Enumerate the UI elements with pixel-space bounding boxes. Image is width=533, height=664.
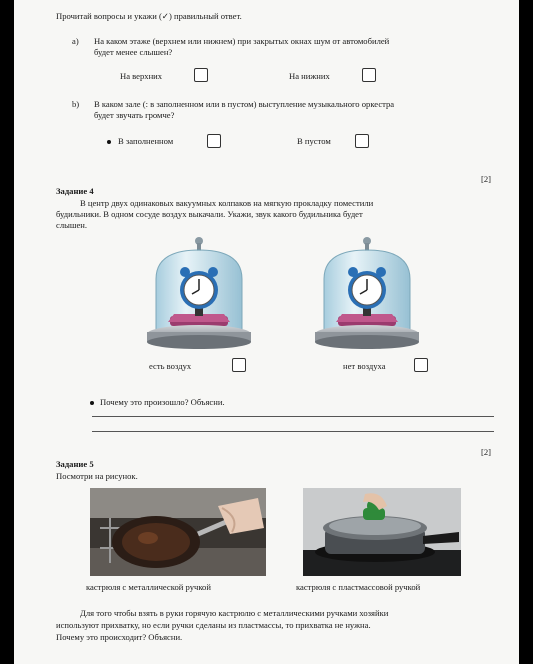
option-full-hall-checkbox[interactable] <box>207 134 221 148</box>
task5-title: Задание 5 <box>56 459 94 469</box>
without-air-label: нет воздуха <box>343 361 386 371</box>
marks-label: [2] <box>481 174 492 184</box>
option-empty-hall-checkbox[interactable] <box>355 134 369 148</box>
question-a-line1: На каком этаже (верхнем или нижнем) при закрытых окнах шум от автомобилей <box>94 36 390 46</box>
question-b-label: b) <box>72 99 80 109</box>
bullet-icon <box>107 140 111 144</box>
instruction-text: Прочитай вопросы и укажи (✓) правильный ответ. <box>56 11 242 21</box>
option-upper-floors-checkbox[interactable] <box>194 68 208 82</box>
question-a-label: a) <box>72 36 79 46</box>
task4-question: Почему это произошло? Объясни. <box>100 397 225 407</box>
task4-line3: слышен. <box>56 220 88 230</box>
answer-line-2[interactable] <box>92 431 494 432</box>
option-empty-hall-label: В пустом <box>297 136 331 146</box>
pot-metal-handle-photo <box>90 488 266 576</box>
caption-plastic-handle: кастрюля с пластмассовой ручкой <box>296 582 421 592</box>
worksheet-page <box>14 0 519 664</box>
bell-jar-without-air-illustration <box>310 234 424 352</box>
task5-para-line3: Почему это происходит? Объясни. <box>56 632 183 642</box>
option-lower-floors-checkbox[interactable] <box>362 68 376 82</box>
with-air-label: есть воздух <box>149 361 192 371</box>
pot-plastic-handle-photo <box>303 488 461 576</box>
task4-line1: В центр двух одинаковых вакуумных колпаков на мягкую прокладку поместили <box>80 198 374 208</box>
task4-line2: будильники. В одном сосуде воздух выкачали. Укажи, звук какого будильника будет <box>56 209 363 219</box>
task5-subtitle: Посмотри на рисунок. <box>56 471 138 481</box>
bullet-icon <box>90 401 94 405</box>
marks-label: [2] <box>481 447 492 457</box>
question-b-line2: будет звучать громче? <box>94 110 175 120</box>
option-full-hall-label: В заполненном <box>118 136 174 146</box>
answer-line-1[interactable] <box>92 416 494 417</box>
caption-metal-handle: кастрюля с металлической ручкой <box>86 582 211 592</box>
with-air-checkbox[interactable] <box>232 358 246 372</box>
option-upper-floors-label: На верхних <box>120 71 163 81</box>
task5-para-line2: используют прихватку, но если ручки сделаны из пластмассы, то прихватка не нужна. <box>56 620 371 630</box>
task5-para-line1: Для того чтобы взять в руки горячую кастрюлю с металлическими ручками хозяйки <box>80 608 389 618</box>
question-b-line1: В каком зале (: в заполненном или в пустом) выступление музыкального оркестра <box>94 99 395 109</box>
question-a-line2: будет менее слышен? <box>94 47 173 57</box>
without-air-checkbox[interactable] <box>414 358 428 372</box>
option-lower-floors-label: На нижних <box>289 71 330 81</box>
bell-jar-with-air-illustration <box>142 234 256 352</box>
task4-title: Задание 4 <box>56 186 94 196</box>
